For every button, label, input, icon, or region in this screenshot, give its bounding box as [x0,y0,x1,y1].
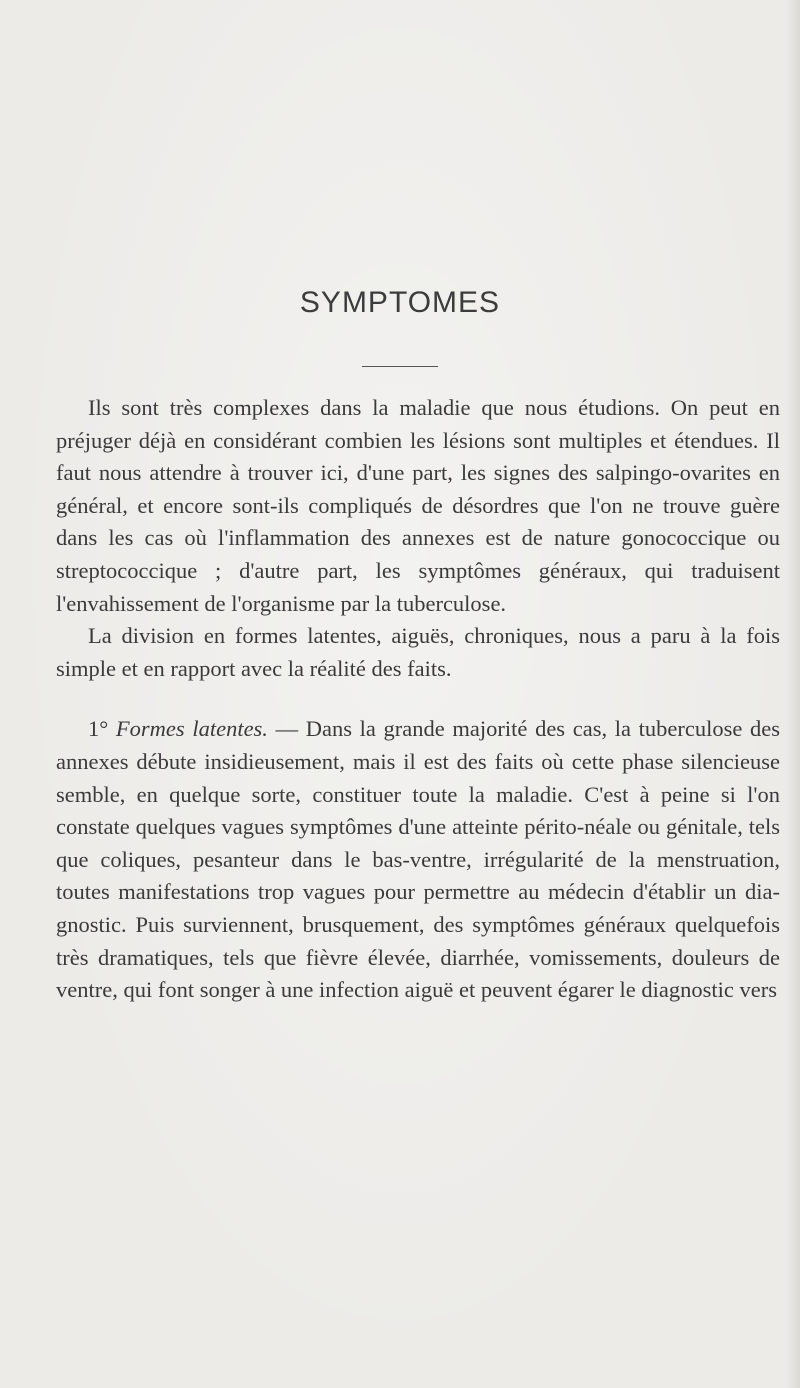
page-edge-shadow [786,0,800,1388]
chapter-heading: SYMPTOMES [299,286,501,319]
body-text [56,392,780,1007]
heading-rule [362,366,438,367]
section-title: Formes latentes. [115,716,268,742]
paragraph-1: Ils sont très complexes dans la maladie que nous étudions. On peut en préjuger déjà en considérant combien les lésions sont multiples et étendues. Il faut nous attendre à trouver ici, d'une part, les signes des salpingo-ovarites en général, et encore sont-ils compliqués de désordres que l'on ne trouve guère dans les cas où l'inflammation des annexes est de nature gonococcique ou streptococcique ; d'autre part, les symptômes généraux, qui traduisent l'envahissement de l'organisme par la tuberculose. [56,395,780,616]
section-number: 1° [88,716,109,742]
paragraph-3-body: — Dans la grande majorité des cas, la tuberculose des annexes débute insidieusement, mais il est des faits où cette phase silencieuse semble, en quelque sorte, constituer toute la maladie. C'est à peine si l'on constate quelques vagues symptômes d'une atteinte périto-néale ou génitale, tels que coliques, pesanteur dans le bas-ventre, irrégularité de la menstruation, toutes manifestations trop vagues pour permettre au médecin d'établir un dia-gnostic. Puis surviennent, brusquement, des symptômes généraux quelquefois très dramatiques, tels que fièvre élevée, diarrhée, vomissements, douleurs de ventre, qui font songer à une infection aiguë et peuvent égarer le diagnostic vers [56,716,780,1003]
paragraph-3 [56,713,780,1006]
paragraph-2: La division en formes latentes, aiguës, chroniques, nous a paru à la fois simple et en rapport avec la réalité des faits. [56,623,780,681]
